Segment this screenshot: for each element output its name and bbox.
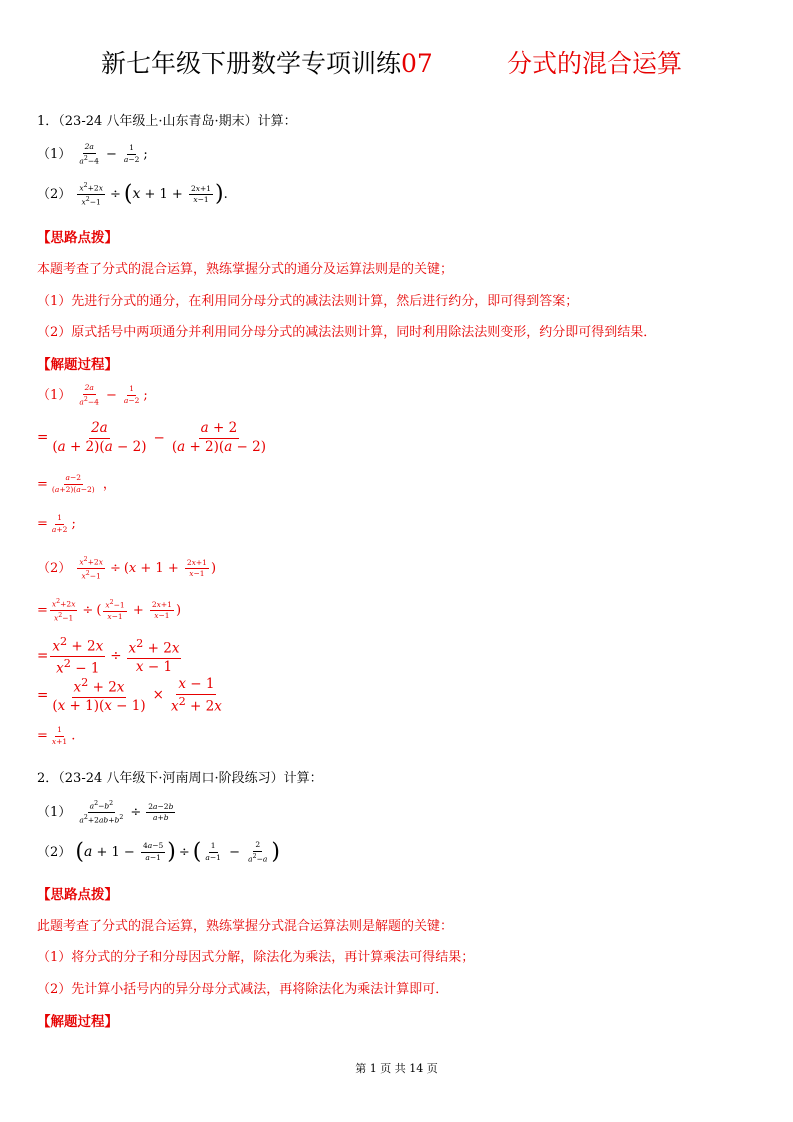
q2-hint-2: （1）将分式的分子和分母因式分解，除法化为乘法，再计算乘法可得结果； bbox=[37, 950, 475, 965]
q2-hint-3: （2）先计算小括号内的异分母分式减法，再将除法化为乘法计算即可． bbox=[37, 982, 449, 997]
q1-sol-step6: = $\frac{x^2 + 2x}{(x + 1)(x - 1)}$ × $\frac{x - 1}{x^2 + 2x}$ bbox=[37, 676, 222, 715]
q1-sol-step4: = $\frac{x^2+2x}{x^2-1}$ ÷ ( $\frac{x^2-1}{x-1}$ + $\frac{2x+1}{x-1}$ ) bbox=[37, 598, 182, 623]
q1-solution-heading: 【解题过程】 bbox=[37, 357, 118, 373]
q1-part2: （2） $\frac{x^2+2x}{x^2-1}$ ÷ (x + 1 + $\frac{2x+1}{x-1}$ ). bbox=[37, 181, 228, 207]
q1-hint-heading: 【思路点拨】 bbox=[37, 230, 118, 246]
q1-hint-2: （1）先进行分式的通分，在利用同分母分式的减法法则计算，然后进行约分，即可得到答案； bbox=[37, 294, 579, 309]
q2-solution-heading: 【解题过程】 bbox=[37, 1014, 118, 1030]
q2-part2: （2） (a + 1 − $\frac{4a-5}{a-1}$ ) ÷ ( $\frac{1}{a-1}$ − $\frac{2}{a^2-a}$ ) bbox=[37, 839, 280, 865]
question-1-label: 1．（23-24 八年级上·山东青岛·期末）计算： bbox=[37, 114, 297, 129]
title-number: 07 bbox=[401, 49, 433, 78]
q1-part1: （1） $\frac{2a}{a^2-4}$ − $\frac{1}{a-2}$ ; bbox=[37, 142, 148, 166]
q2-hint-heading: 【思路点拨】 bbox=[37, 887, 118, 903]
page-topic: 分式的混合运算 bbox=[507, 49, 683, 78]
page-title: 新七年级下册数学专项训练07 bbox=[101, 49, 433, 78]
q1-sol-step5: = $\frac{x^2 + 2x}{x^2 - 1}$ ÷ $\frac{x^2 + 2x}{x - 1}$ bbox=[37, 635, 180, 677]
question-2-label: 2．（23-24 八年级下·河南周口·阶段练习）计算： bbox=[37, 771, 323, 786]
q1-hint-1: 本题考查了分式的混合运算，熟练掌握分式的通分及运算法则是的关键； bbox=[37, 262, 454, 277]
q1-sol-step3: = $\frac{1}{a+2}$ ; bbox=[37, 513, 76, 534]
q1-sol-step2: = $\frac{a-2}{(a+2)(a-2)}$ ， bbox=[37, 473, 116, 494]
page-footer: 第 1 页 共 14 页 bbox=[355, 1062, 438, 1075]
q1-sol-step1: = $\frac{2a}{(a + 2)(a - 2)}$ − $\frac{a + 2}{(a + 2)(a - 2)}$ bbox=[37, 420, 266, 455]
q2-part1: （1） $\frac{a^2-b^2}{a^2+2ab+b^2}$ ÷ $\frac{2a-2b}{a+b}$ bbox=[37, 800, 174, 825]
q1-sol-step7: = $\frac{1}{x+1}$ . bbox=[37, 725, 76, 746]
q1-sol-part2: （2） $\frac{x^2+2x}{x^2-1}$ ÷ (x + 1 + $\frac{2x+1}{x-1}$ ) bbox=[37, 556, 217, 581]
q2-hint-1: 此题考查了分式的混合运算，熟练掌握分式混合运算法则是解题的关键： bbox=[37, 919, 454, 934]
q1-sol-part1: （1） $\frac{2a}{a^2-4}$ − $\frac{1}{a-2}$ ; bbox=[37, 383, 148, 407]
q1-hint-3: （2）原式括号中两项通分并利用同分母分式的减法法则计算，同时利用除法法则变形，约分即可得到结果． bbox=[37, 325, 657, 340]
